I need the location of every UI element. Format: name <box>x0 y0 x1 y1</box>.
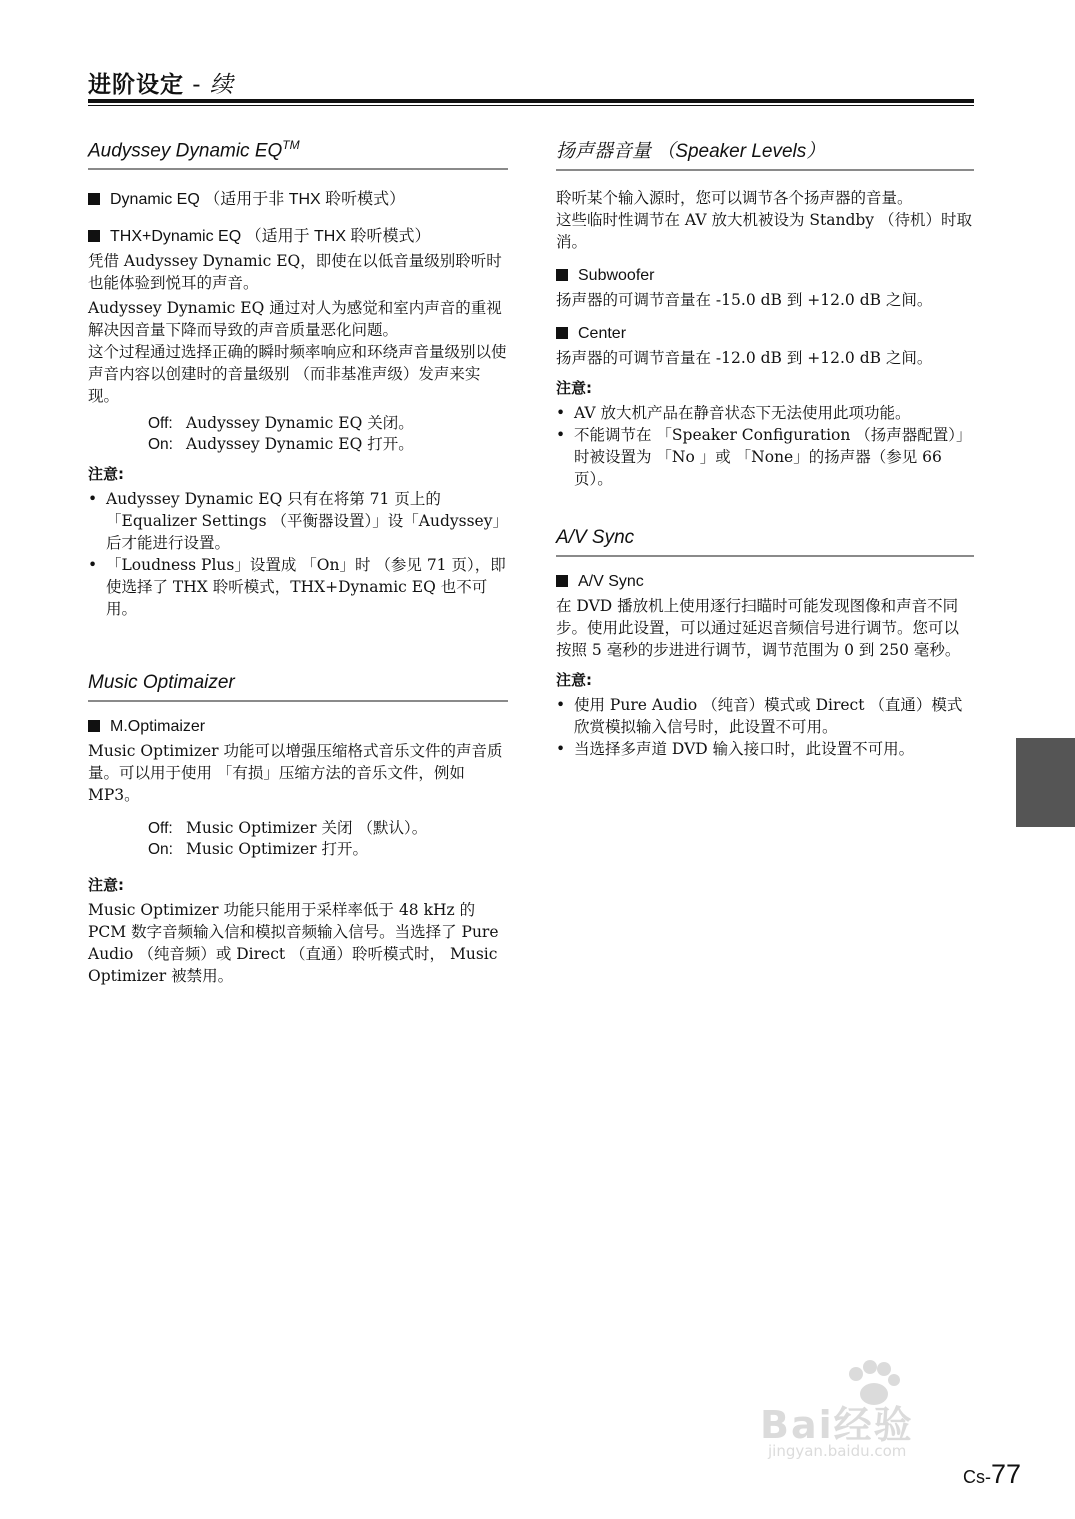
page-number: Cs-77 <box>962 1459 1021 1489</box>
header-rule-thin <box>88 105 974 106</box>
list-item: • 当选择多声道 DVD 输入接口时，此设置不可用。 <box>556 738 974 760</box>
continued-label: 续 <box>209 72 234 98</box>
option-list <box>148 818 508 860</box>
paragraph: Music Optimizer 功能可以增强压缩格式音乐文件的声音质量。可以用于使用 「有损」压缩方法的音乐文件，例如 MP3。 <box>88 742 503 804</box>
paragraph: 这个过程通过选择正确的瞬时频率响应和环绕声音量级别以使声音内容以创建时的音量级别 （而非基准声级）发声来实现。 <box>88 343 507 406</box>
square-bullet-icon <box>88 720 100 732</box>
option-on: On: Music Optimizer 打开。 <box>148 840 369 858</box>
list-item: • 「Loudness Plus」设置成 「On」时 （参见 71 页），即使选择了 THX 聆听模式，THX+Dynamic EQ 也不可用。 <box>88 554 508 620</box>
page-title: 进阶设定 - 续 <box>88 72 234 98</box>
list-item: • Audyssey Dynamic EQ 只有在将第 71 页上的「Equalizer Settings （平衡器设置）」设「Audyssey」后才能进行设置。 <box>88 488 508 554</box>
paragraph: 聆听某个输入源时，您可以调节各个扬声器的音量。 <box>556 189 913 207</box>
square-bullet-icon <box>88 193 100 205</box>
note-label: 注意: <box>88 465 124 484</box>
subheading-dynamic-eq: Dynamic EQ （适用于非 THX 聆听模式） <box>88 186 508 209</box>
square-bullet-icon <box>556 327 568 339</box>
paragraph: 凭借 Audyssey Dynamic EQ，即使在以低音量级别聆听时也能体验到悦耳的声音。 <box>88 252 502 293</box>
paragraph: Audyssey Dynamic EQ 通过对人为感觉和室内声音的重视解决因音量下降而导致的声音质量恶化问题。 <box>88 299 502 340</box>
list-item: • 使用 Pure Audio （纯音）模式或 Direct （直通）模式欣赏模拟输入信号时，此设置不可用。 <box>556 694 974 738</box>
subheading-thx-dynamic-eq: THX+Dynamic EQ （适用于 THX 聆听模式） <box>88 223 508 246</box>
watermark-url: jingyan.baidu.com <box>768 1442 907 1460</box>
header-rule <box>88 99 974 103</box>
square-bullet-icon <box>556 269 568 281</box>
note-label: 注意: <box>556 671 592 689</box>
left-column <box>88 138 508 620</box>
option-list <box>148 413 508 455</box>
square-bullet-icon <box>88 230 100 242</box>
section-title-av-sync: A/V Sync <box>556 527 974 557</box>
right-column-avsync <box>556 527 974 760</box>
section-title-music: Music Optimaizer <box>88 672 508 702</box>
paragraph: 扬声器的可调节音量在 -15.0 dB 到 +12.0 dB 之间。 <box>556 291 933 309</box>
paragraph: 这些临时性调节在 AV 放大机被设为 Standby （待机）时取消。 <box>556 211 972 251</box>
option-on: On: Audyssey Dynamic EQ 打开。 <box>148 435 414 454</box>
subheading-av-sync: A/V Sync <box>556 573 974 591</box>
paragraph: 扬声器的可调节音量在 -12.0 dB 到 +12.0 dB 之间。 <box>556 349 933 367</box>
subheading-m-optimaizer: M.Optimaizer <box>88 718 508 736</box>
option-off: Off: Audyssey Dynamic EQ 关闭。 <box>148 414 414 433</box>
section-title-audyssey: Audyssey Dynamic EQ™ <box>88 138 508 170</box>
baidu-watermark <box>760 1360 1010 1470</box>
chapter-tab-marker <box>1016 738 1075 827</box>
list-item: • 不能调节在 「Speaker Configuration （扬声器配置）」时被设置为 「No 」或 「None」的扬声器（参见 66 页）。 <box>556 424 974 490</box>
option-off: Off: Music Optimizer 关闭 （默认）。 <box>148 819 428 837</box>
left-column-music <box>88 672 508 987</box>
note-list <box>88 488 508 620</box>
note-list <box>556 694 974 760</box>
note-label: 注意: <box>556 379 592 397</box>
paragraph: 在 DVD 播放机上使用逐行扫瞄时可能发现图像和声音不同步。使用此设置，可以通过延迟音频信号进行调节。您可以按照 5 毫秒的步进进行调节，调节范围为 0 到 250 毫秒。 <box>556 597 961 659</box>
subheading-center: Center <box>556 325 974 343</box>
paragraph: Music Optimizer 功能只能用于采样率低于 48 kHz 的 PCM 数字音频输入信和模拟音频输入信号。当选择了 Pure Audio （纯音频）或 Direct （直通）聆听模式时， Music Optimizer 被禁用。 <box>88 901 499 985</box>
square-bullet-icon <box>556 575 568 587</box>
list-item: • AV 放大机产品在静音状态下无法使用此项功能。 <box>556 402 974 424</box>
note-list <box>556 402 974 490</box>
subheading-subwoofer: Subwoofer <box>556 267 974 285</box>
right-column <box>556 136 974 490</box>
note-label: 注意: <box>88 876 124 894</box>
section-title-speaker-levels: 扬声器音量 （Speaker Levels） <box>556 136 974 171</box>
watermark-brand: Bai经验 <box>760 1403 914 1447</box>
